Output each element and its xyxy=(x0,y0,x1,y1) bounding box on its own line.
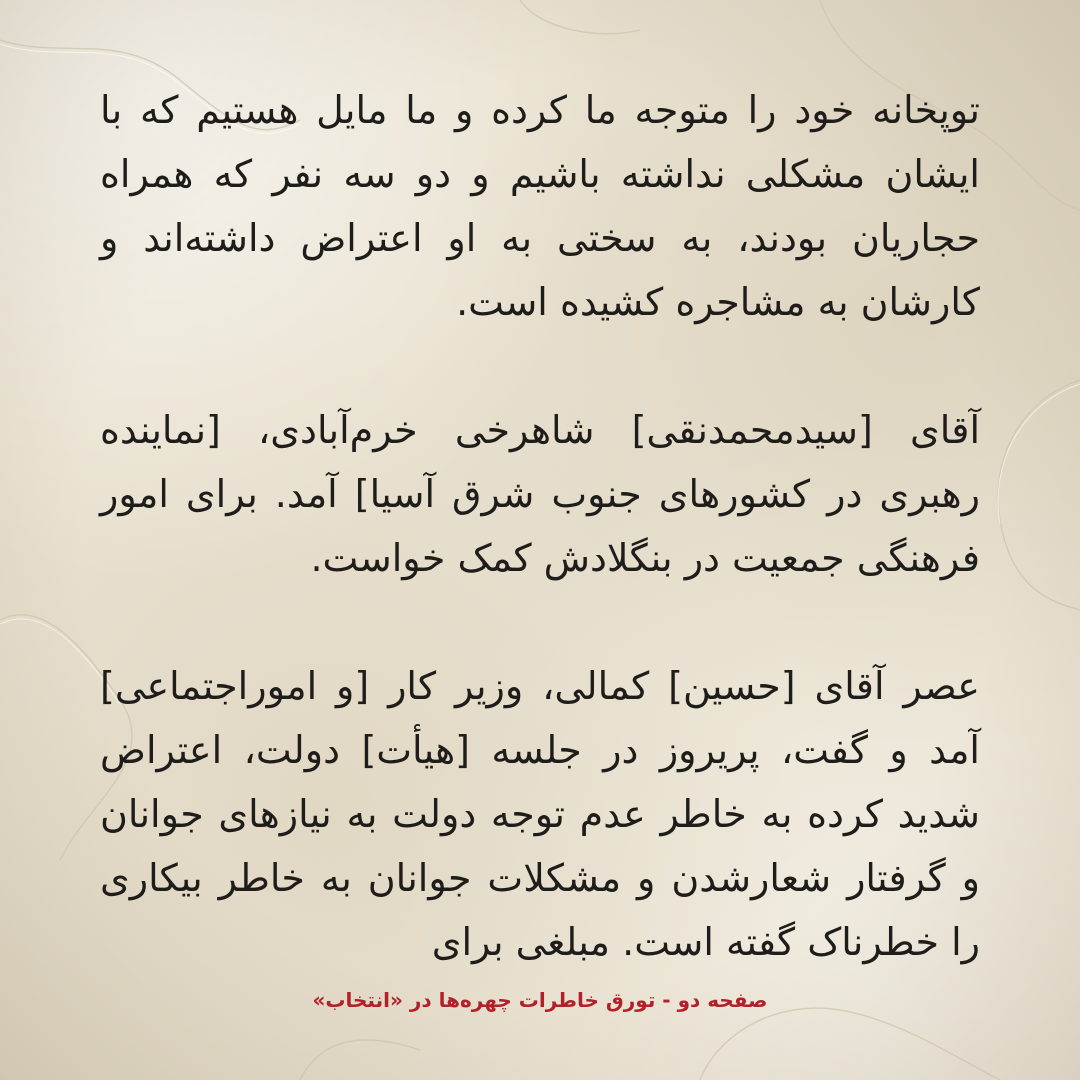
paragraph-1: توپخانه خود را متوجه ما کرده و ما مایل هستیم که با ایشان مشکلی نداشته باشیم و دو سه نفر که همراه حجاریان بودند، به سختی به او اعتراض داشته‌اند و کارشان به مشاجره کشیده است. xyxy=(100,88,980,324)
document-body xyxy=(100,78,980,978)
paragraph-2: آقای [سیدمحمدنقی] شاهرخی خرم‌آبادی، [نماینده رهبری در کشورهای جنوب شرق آسیا] آمد. برای امور فرهنگی جمعیت در بنگلادش کمک خواست. xyxy=(100,408,980,580)
page-footer: صفحه دو - تورق خاطرات چهره‌ها در «انتخاب» xyxy=(312,988,768,1012)
paragraph-3: عصر آقای [حسین] کمالی، وزیر کار [و اموراجتماعی] آمد و گفت، پریروز در جلسه [هیأت] دولت، اعتراض شدید کرده به خاطر عدم توجه دولت به نیازهای جوانان و گرفتار شعارشدن و مشکلات جوانان به خاطر بیکاری را خطرناک گفته است. مبلغی برای xyxy=(100,664,980,964)
